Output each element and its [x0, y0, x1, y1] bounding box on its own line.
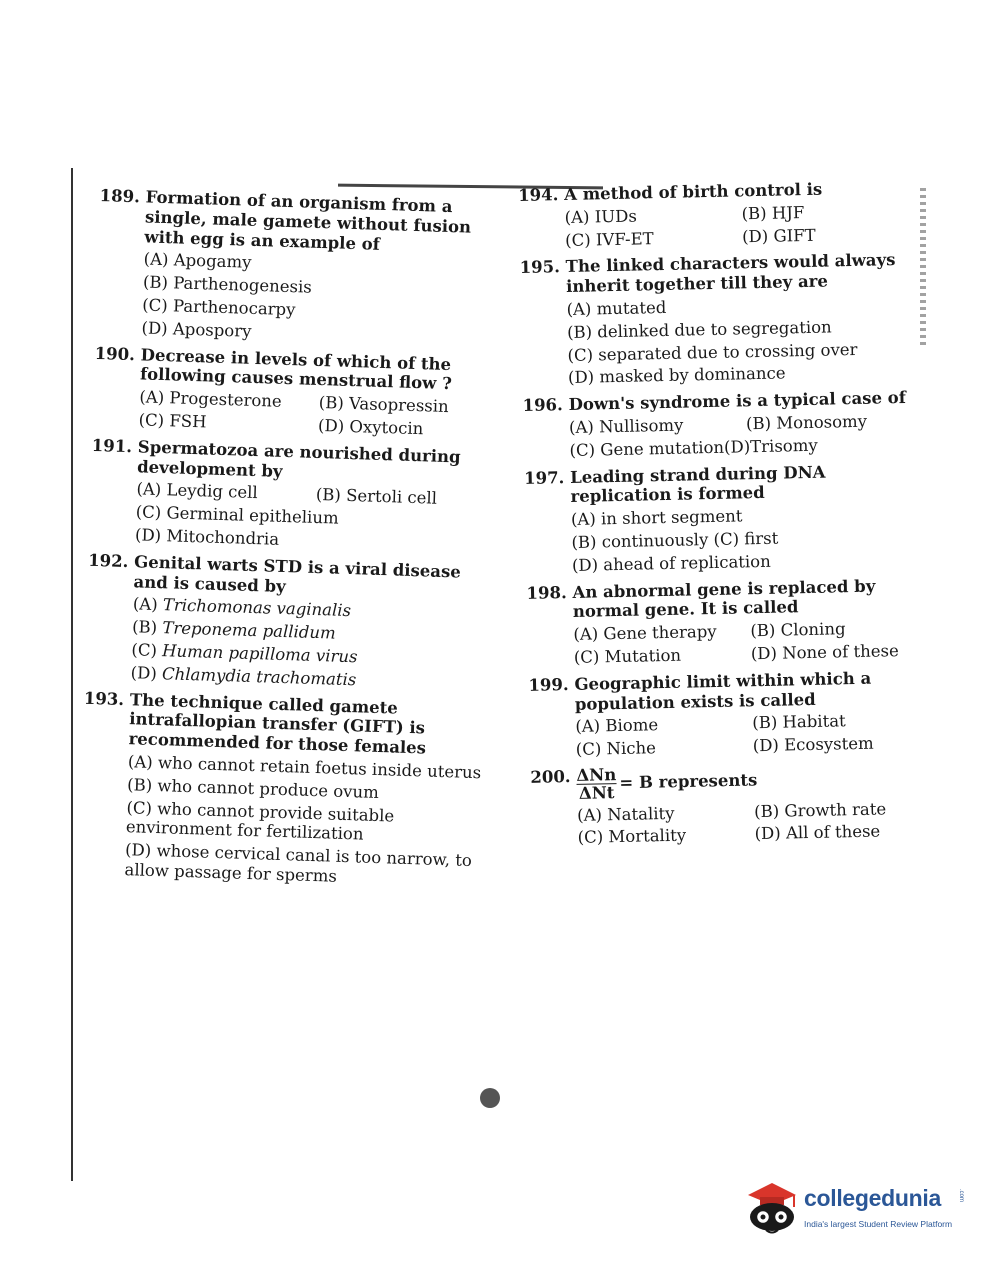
question-number: 195. — [519, 257, 561, 278]
question-text: Leading strand during DNA replication is formed — [569, 462, 826, 507]
question-text: Down's syndrome is a typical case of — [568, 388, 907, 415]
option-b: (B) Sertoli cell — [315, 485, 438, 509]
question-text: Geographic limit within which a population exists is called — [574, 668, 872, 714]
question-number: 190. — [94, 343, 136, 364]
option-a: (A) Apogamy — [143, 249, 252, 273]
question-197 — [524, 460, 926, 579]
question-number: 196. — [522, 395, 563, 416]
option-d: (D) All of these — [754, 821, 881, 844]
option-d: (D) GIFT — [741, 225, 816, 246]
option-c: (C) Human papilloma virus — [131, 640, 358, 667]
option-d: (D) masked by dominance — [567, 363, 786, 388]
question-number: 194. — [518, 185, 559, 205]
question-text: Formation of an organism from a single, male gamete without fusion with egg is an example of — [144, 187, 472, 254]
question-198 — [526, 575, 928, 672]
question-text: Spermatozoa are nourished during development by — [136, 437, 461, 481]
question-number: 199. — [528, 674, 569, 695]
question-194 — [518, 178, 919, 255]
question-number: 192. — [87, 550, 129, 571]
option-c: (C) Parthenocarpy — [141, 295, 296, 320]
mascot-icon — [742, 1177, 800, 1239]
option-a: (A) Natality — [576, 803, 675, 825]
option-c-d: (C) Gene mutation(D)Trisomy — [569, 435, 818, 460]
question-196 — [522, 388, 923, 465]
option-b: (B) Vasopressin — [318, 393, 449, 417]
question-number: 193. — [83, 688, 125, 709]
option-b: (B) Cloning — [750, 619, 846, 641]
question-190 — [92, 344, 500, 445]
question-text: An abnormal gene is replaced by normal gene. It is called — [572, 576, 876, 622]
option-d: (D) None of these — [750, 641, 899, 664]
option-d: (D) Ecosystem — [752, 733, 874, 756]
option-a: (A) Progesterone — [139, 387, 282, 411]
question-189 — [95, 186, 505, 352]
question-text: The technique called gamete intrafallopian transfer (GIFT) is recommended for those females — [128, 689, 427, 758]
option-d: (D) ahead of replication — [571, 551, 771, 575]
option-d: (D) whose cervical canal is too narrow, to allow passage for sperms — [124, 840, 473, 886]
question-text: Genital warts STD is a viral disease and is caused by — [133, 552, 462, 596]
logo-wordmark: collegedunia — [804, 1185, 941, 1211]
question-text: Decrease in levels of which of the following causes menstrual flow ? — [139, 344, 453, 394]
question-number: 198. — [526, 582, 567, 603]
fraction: $\frac{\text{ΔNn}}{\text{ΔNt}}$ — [576, 764, 617, 804]
scan-hole-dot — [480, 1088, 500, 1108]
option-a: (A) Biome — [575, 715, 659, 737]
option-c: (C) FSH — [138, 410, 207, 432]
page-edge — [71, 168, 73, 1181]
option-a: (A) Trichomonas vaginalis — [132, 594, 352, 621]
option-d: (D) Mitochondria — [134, 525, 280, 549]
option-b: (B) Growth rate — [753, 798, 887, 821]
question-199 — [528, 667, 930, 764]
option-a: (A) who cannot retain foetus inside uterus — [127, 752, 482, 783]
question-number: 191. — [91, 435, 133, 456]
question-193 — [78, 688, 489, 894]
logo-suffix: .com — [958, 1189, 964, 1203]
option-b: (B) Habitat — [752, 711, 846, 733]
right-column — [518, 178, 932, 856]
option-c: (C) Germinal epithelium — [135, 502, 339, 528]
question-number: 200. — [530, 766, 571, 787]
question-text: A method of birth control is — [563, 179, 823, 205]
option-c: (C) Mortality — [577, 825, 687, 848]
question-number: 197. — [523, 467, 565, 488]
option-a: (A) IUDs — [564, 206, 638, 227]
option-c: (C) who cannot provide suitable environment for fertilization — [125, 797, 395, 844]
question-text: $\frac{\text{ΔNn}}{\text{ΔNt}}$ = B represents — [576, 764, 758, 804]
option-d: (D) Oxytocin — [317, 415, 424, 439]
left-column — [78, 186, 505, 898]
question-200 — [530, 759, 932, 852]
option-a: (A) Gene therapy — [573, 622, 717, 645]
option-d: (D) Apospory — [141, 318, 252, 341]
question-number: 189. — [99, 186, 141, 207]
option-c: (C) Niche — [575, 738, 657, 760]
question-192 — [84, 551, 493, 697]
option-a: (A) Leydig cell — [136, 479, 259, 503]
option-a: (A) Nullisomy — [568, 415, 684, 437]
option-d: (D) Chlamydia trachomatis — [130, 662, 357, 690]
option-b: (B) Treponema pallidum — [131, 617, 336, 643]
option-a: (A) mutated — [566, 297, 667, 319]
logo-tagline: India's largest Student Review Platform — [804, 1219, 953, 1229]
option-b: (B) Monosomy — [745, 411, 868, 434]
option-b: (B) who cannot produce ovum — [126, 774, 380, 802]
collegedunia-logo — [742, 1177, 967, 1242]
option-c: (C) Mutation — [573, 645, 682, 667]
question-195 — [520, 250, 923, 392]
option-a: (A) in short segment — [570, 506, 743, 530]
question-text: The linked characters would always inherit together till they are — [565, 250, 896, 297]
option-b: (B) HJF — [741, 202, 805, 224]
option-c: (C) IVF-ET — [564, 228, 654, 250]
option-b: (B) Parthenogenesis — [142, 272, 313, 297]
question-191 — [89, 436, 497, 560]
option-c: (C) separated due to crossing over — [567, 339, 858, 365]
option-b-c: (B) continuously (C) first — [571, 528, 779, 552]
option-b: (B) delinked due to segregation — [566, 317, 832, 342]
